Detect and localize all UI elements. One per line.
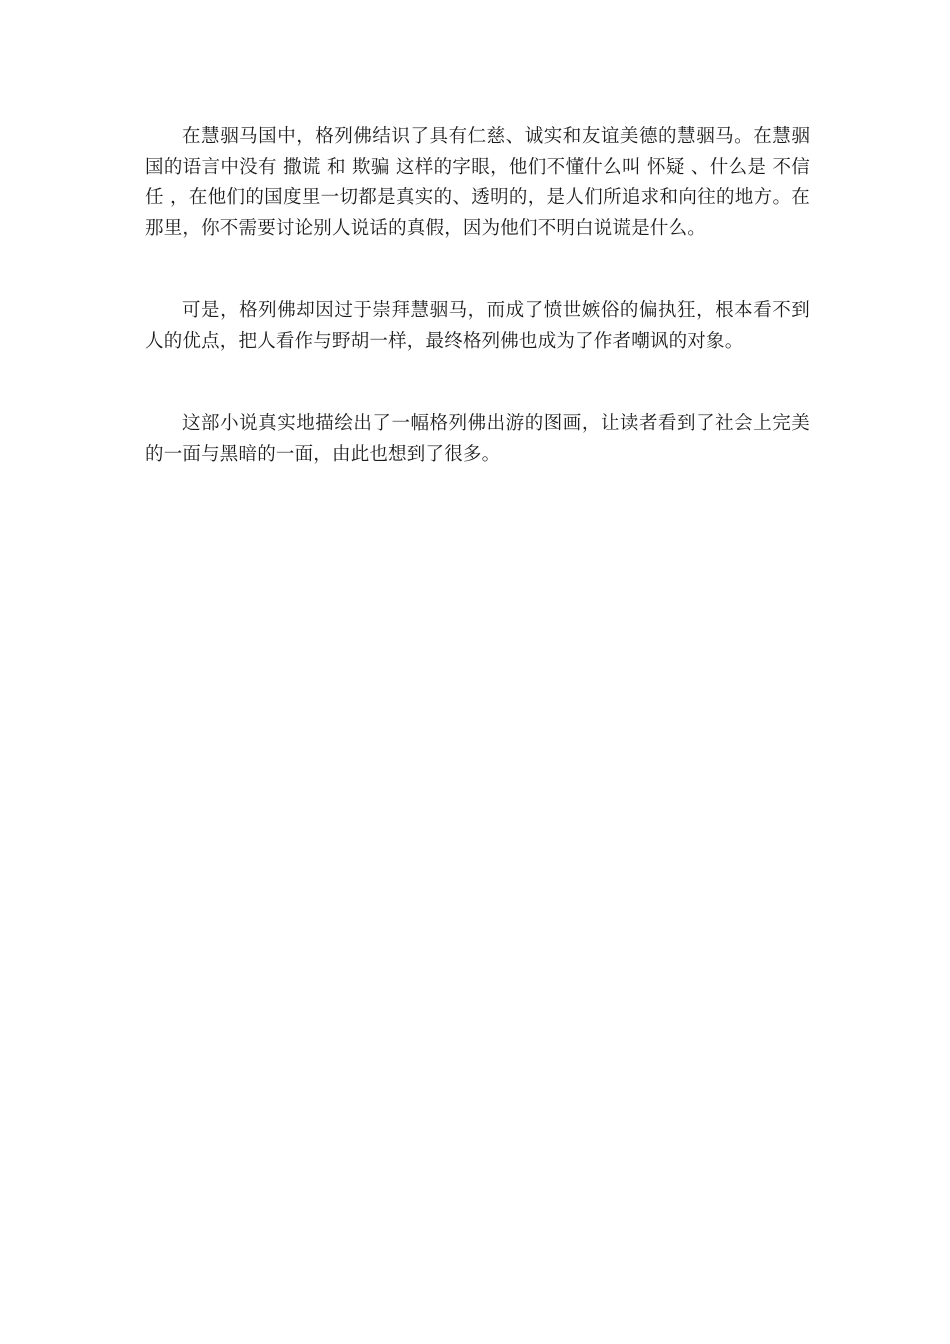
paragraph-conclusion: 这部小说真实地描绘出了一幅格列佛出游的图画，让读者看到了社会上完美的一面与黑暗的一面，由此也想到了很多。 — [145, 413, 810, 465]
paragraph-gulliver-misanthrope: 可是，格列佛却因过于崇拜慧骃马，而成了愤世嫉俗的偏执狂，根本看不到人的优点，把人看作与野胡一样，最终格列佛也成为了作者嘲讽的对象。 — [145, 300, 810, 352]
document-body — [145, 122, 810, 470]
paragraph-houyhnhnm-land: 在慧骃马国中，格列佛结识了具有仁慈、诚实和友谊美德的慧骃马。在慧骃国的语言中没有 撒谎 和 欺骗 这样的字眼，他们不懂什么叫 怀疑 、什么是 不信任 ，在他们的国度里一切都是真实的、透明的，是人们所追求和向往的地方。在那里，你不需要讨论别人说话的真假，因为他们不明白说谎是什么。 — [145, 126, 810, 239]
